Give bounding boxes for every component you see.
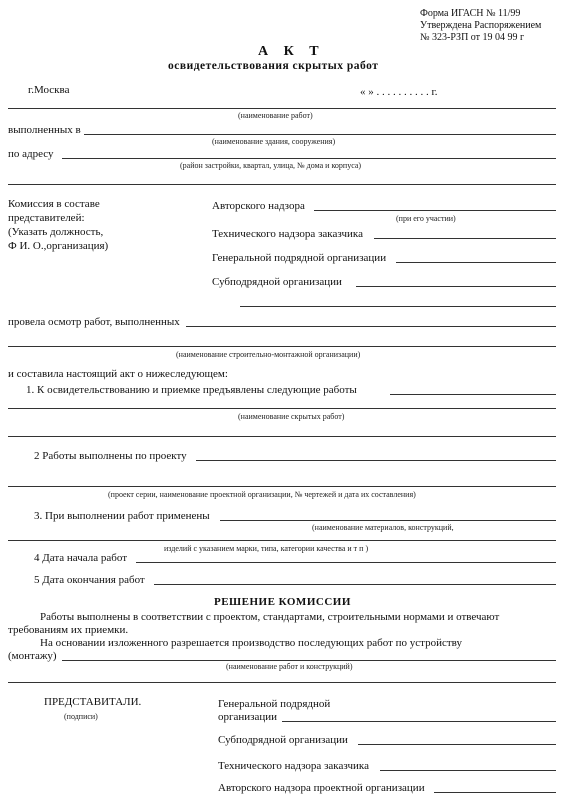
materials-caption: (наименование материалов, конструкций, (312, 523, 454, 532)
commission-label-3: (Указать должность, (8, 226, 104, 238)
hidden-works-line[interactable] (8, 408, 556, 409)
author-supervision-line[interactable] (314, 210, 556, 211)
rep-general-label-b: организации (218, 711, 278, 723)
building-caption: (наименование здания, сооружения) (212, 137, 336, 146)
rep-tech-label: Технического надзора заказчика (218, 760, 369, 772)
subcontractor-line[interactable] (356, 286, 556, 287)
start-date-line[interactable] (136, 562, 556, 563)
rep-author-label: Авторского надзора проектной организации (218, 782, 425, 794)
item-1-line[interactable] (390, 394, 556, 395)
org-line[interactable] (8, 346, 556, 347)
performed-label: выполненных в (8, 124, 81, 136)
products-caption: изделий с указанием марки, типа, категории качества и т п ) (164, 544, 369, 553)
decree-number: № 323-РЗП от 19 04 99 г (420, 32, 525, 43)
rep-general-label-a: Генеральной подрядной (218, 698, 331, 710)
end-date-line[interactable] (154, 584, 556, 585)
general-contractor-line[interactable] (396, 262, 556, 263)
address-label: по адресу (8, 148, 54, 160)
rep-sub-line[interactable] (358, 744, 556, 745)
tech-supervision-line[interactable] (374, 238, 556, 239)
item-4-label: 4 Дата начала работ (34, 552, 128, 564)
materials-line[interactable] (8, 540, 556, 541)
rep-sub-label: Субподрядной организации (218, 734, 348, 746)
work-name-caption: (наименование работ) (238, 111, 313, 120)
project-caption: (проект серии, наименование проектной организации, № чертежей и дата их составления) (108, 490, 416, 499)
work-name-line[interactable] (8, 108, 556, 109)
hidden-works-caption: (наименование скрытых работ) (238, 412, 345, 421)
rep-author-line[interactable] (434, 792, 556, 793)
inspection-label: провела осмотр работ, выполненных (8, 316, 180, 328)
item-3-line[interactable] (220, 520, 556, 521)
tech-supervision-label: Технического надзора заказчика (212, 228, 363, 240)
address-line-2[interactable] (8, 184, 556, 185)
item-2-label: 2 Работы выполнены по проекту (34, 450, 187, 462)
inspection-line[interactable] (186, 326, 556, 327)
next-works-line[interactable] (62, 660, 556, 661)
decision-para-2a: На основании изложенного разрешается производство последующих работ по устройству (40, 637, 462, 649)
item-5-label: 5 Дата окончания работ (34, 574, 145, 586)
subcontractor-line-2[interactable] (240, 306, 556, 307)
address-caption: (район застройки, квартал, улица, № дома и корпуса) (180, 161, 362, 170)
item-1-label: 1. К освидетельствованию и приемке предъявлены следующие работы (26, 384, 357, 396)
author-supervision-label: Авторского надзора (212, 200, 305, 212)
if-present-caption: (при его участии) (396, 214, 456, 223)
decision-para-1a: Работы выполнены в соответствии с проектом, стандартами, строительными нормами и отвечают (40, 611, 500, 623)
date-field[interactable]: « » . . . . . . . . . . г. (360, 86, 438, 98)
address-line[interactable] (62, 158, 556, 159)
item-3-label: 3. При выполнении работ применены (34, 510, 210, 522)
compiled-label: и составила настоящий акт о нижеследующем: (8, 368, 228, 380)
item-2-line[interactable] (196, 460, 556, 461)
decision-para-2b: (монтажу) (8, 650, 57, 662)
decision-title: РЕШЕНИЕ КОМИССИИ (214, 596, 351, 608)
document-subtitle: освидетельствования скрытых работ (168, 60, 379, 72)
project-line[interactable] (8, 486, 556, 487)
form-number: Форма ИГАСН № 11/99 (420, 8, 521, 19)
general-contractor-label: Генеральной подрядной организации (212, 252, 387, 264)
next-works-line-2[interactable] (8, 682, 556, 683)
commission-label-2: представителей: (8, 212, 85, 224)
representatives-title: ПРЕДСТАВИТАЛИ. (44, 696, 142, 708)
works-structures-caption: (наименование работ и конструкций) (226, 662, 353, 671)
building-line[interactable] (84, 134, 556, 135)
commission-label-1: Комиссия в составе (8, 198, 100, 210)
approval-note: Утверждена Распоряжением (420, 20, 542, 31)
hidden-works-line-2[interactable] (8, 436, 556, 437)
document-title: А К Т (258, 44, 325, 59)
city: г.Москва (28, 84, 70, 96)
subcontractor-label: Субподрядной организации (212, 276, 342, 288)
commission-label-4: Ф И. О.,организация) (8, 240, 109, 252)
rep-general-line[interactable] (282, 721, 556, 722)
org-caption: (наименование строительно-монтажной организации) (176, 350, 361, 359)
rep-tech-line[interactable] (380, 770, 556, 771)
decision-para-1b: требованиям их приемки. (8, 624, 129, 636)
signatures-caption: (подписи) (64, 712, 98, 721)
